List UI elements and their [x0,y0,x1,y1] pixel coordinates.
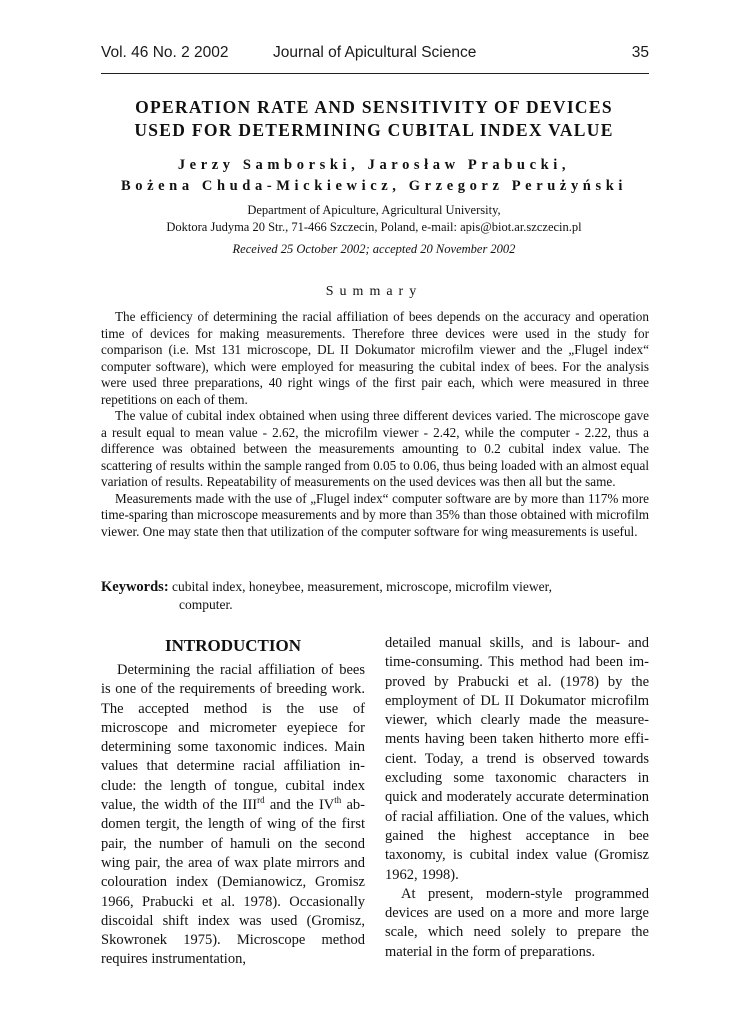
keywords-text: computer. [179,597,233,612]
affiliation-line: Doktora Judyma 20 Str., 71-466 Szczecin, Poland, e-mail: apis@biot.ar.szczecin.pl [166,220,582,234]
keywords-text: cubital index, honeybee, measurement, microscope, microfilm viewer, [168,579,552,594]
title-line: USED FOR DETERMINING CUBITAL INDEX VALUE [134,120,614,140]
received-dates: Received 25 October 2002; accepted 20 November 2002 [232,242,516,256]
body-text: abdomen tergit, the length of wing of the first pair, the number of hamuli on the second wing pair, the area of wax plate mirrors and colouration index (Demianowicz, Gromisz 1966, Prabucki et al. 1978). Occasionally discoidal shift index was used (Gromisz, Skowronek 1975). Microscope method requires instrumentation, [101,797,366,968]
page-number: 35 [631,44,649,61]
keywords [101,578,649,614]
article-title [60,96,688,142]
header-divider [101,73,649,74]
affiliation [60,202,688,236]
superscript: rd [257,795,265,806]
keywords-label: Keywords: [101,579,169,595]
affiliation-line: Department of Apiculture, Agricultural University, [247,203,501,217]
left-column [101,634,365,970]
right-column [385,634,649,962]
summary-body [101,309,649,540]
superscript: th [334,795,342,806]
author-list [60,155,688,197]
summary-paragraph: Measurements made with the use of „Flugel index“ computer software are by more than 117% more time-sparing than microscope measurements and by more than 35% than those obtained with microfilm viewer. One may state then that utilization of the computer software for wing measurements is useful. [101,490,649,539]
body-text: Determining the racial affiliation of bees is one of the requirements of breeding work. The accepted method is the use of microscope and micrometer eyepiece for determining some taxonomic indices. Main values that determine racial affiliation include: the length of tongue, cubital index value, the width of the III [101,662,365,814]
authors-line: Bożena Chuda-Mickiewicz, Grzegorz Perużyński [120,178,628,194]
body-text: and the IV [264,797,335,814]
running-header [101,44,649,66]
body-paragraph: At present, modern-style programmed devices are used on a more and more large scale, which need solely to prepare the material in the form of preparations. [385,885,649,960]
volume-info: Vol. 46 No. 2 2002 [101,44,229,61]
authors-line: Jerzy Samborski, Jarosław Prabucki, [177,157,571,173]
body-paragraph: detailed manual skills, and is labour- and time-consuming. This method had been improved by Prabucki et al. (1978) by the employment of DL II Dokumator microfilm viewer, which clearly made the measurements having been taken hitherto more efficient. Today, a trend is observed towards excluding some taxonomic characters in quick and moderately accurate determination of racial affiliation. One of the values, which gained the highest acceptance in bee taxonomy, is cubital index value (Gromisz 1962, 1998). [385,635,649,883]
summary-paragraph: The efficiency of determining the racial affiliation of bees depends on the accuracy and operation time of devices for making measurements. Therefore three devices were used in the study for comparison (i.e. Mst 131 microscope, DL II Dokumator microfilm viewer and the „Flugel index“ computer software), which were employed for measuring the cubital index of bees. For the analysis were used three preparations, 40 right wings of the first pair each, which were measured in three repetitions on each of them. [101,309,649,407]
journal-name: Journal of Apicultural Science [273,44,477,61]
summary-paragraph: The value of cubital index obtained when using three different devices varied. The microscope gave a result equal to mean value - 2.62, the microfilm viewer - 2.42, while the computer - 2.22, thus a difference was obtained between the measurements amounting to 0.2 cubital index value. The scattering of results within the sample ranged from 0.05 to 0.06, thus being loaded with an almost equal variation of results. Repeatability of measurements on the used devices was then all but the same. [101,408,649,489]
introduction-heading: INTRODUCTION [164,636,302,655]
summary-heading: Summary [325,284,423,299]
body-paragraph [101,661,365,970]
title-line: OPERATION RATE AND SENSITIVITY OF DEVICES [135,97,613,117]
